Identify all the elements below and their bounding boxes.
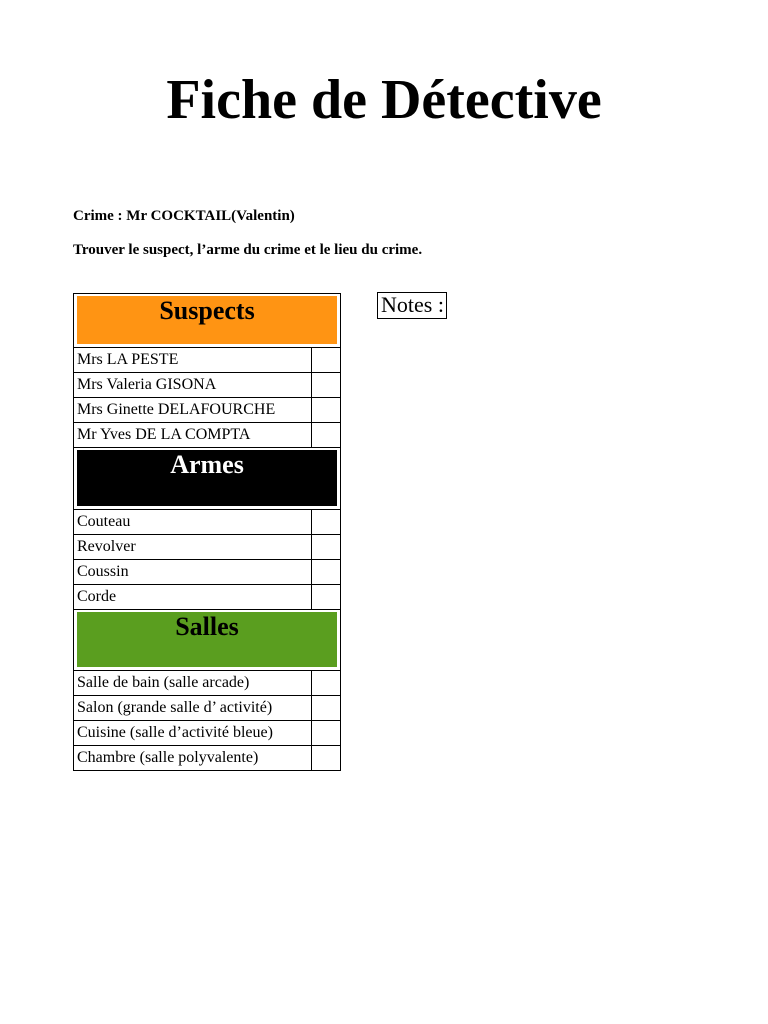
list-item [74,746,341,771]
section-header-salles: Salles [77,612,337,667]
check-box[interactable] [312,348,340,372]
notes-label: Notes : [377,292,447,319]
check-cell[interactable] [312,348,341,373]
room-label: Salon (grande salle d’ activité) [74,696,312,721]
check-box[interactable] [312,423,340,447]
crime-line: Crime : Mr COCKTAIL(Valentin) [73,208,295,224]
check-box[interactable] [312,398,340,422]
detective-sheet-table [73,293,341,771]
section-header-suspects: Suspects [77,296,337,344]
section-header-row-suspects [74,294,341,348]
check-cell[interactable] [312,560,341,585]
list-item [74,696,341,721]
check-box[interactable] [312,560,340,584]
suspect-label: Mrs Ginette DELAFOURCHE [74,398,312,423]
section-header-row-salles [74,610,341,671]
weapon-label: Revolver [74,535,312,560]
check-cell[interactable] [312,398,341,423]
list-item [74,721,341,746]
suspect-label: Mr Yves DE LA COMPTA [74,423,312,448]
check-cell[interactable] [312,535,341,560]
check-cell[interactable] [312,510,341,535]
check-box[interactable] [312,671,340,695]
suspect-label: Mrs LA PESTE [74,348,312,373]
check-box[interactable] [312,585,340,609]
room-label: Cuisine (salle d’activité bleue) [74,721,312,746]
weapon-label: Couteau [74,510,312,535]
list-item [74,423,341,448]
check-cell[interactable] [312,585,341,610]
weapon-label: Corde [74,585,312,610]
room-label: Salle de bain (salle arcade) [74,671,312,696]
check-cell[interactable] [312,423,341,448]
check-box[interactable] [312,510,340,534]
check-cell[interactable] [312,696,341,721]
section-header-row-armes [74,448,341,510]
list-item [74,671,341,696]
check-cell[interactable] [312,373,341,398]
suspect-label: Mrs Valeria GISONA [74,373,312,398]
check-box[interactable] [312,373,340,397]
check-box[interactable] [312,535,340,559]
list-item [74,510,341,535]
room-label: Chambre (salle polyvalente) [74,746,312,771]
list-item [74,348,341,373]
instruction-line: Trouver le suspect, l’arme du crime et le lieu du crime. [73,242,423,258]
section-header-armes: Armes [77,450,337,506]
list-item [74,373,341,398]
check-box[interactable] [312,696,340,720]
page-title: Fiche de Détective [166,69,602,131]
list-item [74,585,341,610]
check-cell[interactable] [312,671,341,696]
list-item [74,398,341,423]
check-cell[interactable] [312,746,341,771]
check-box[interactable] [312,746,340,770]
weapon-label: Coussin [74,560,312,585]
list-item [74,560,341,585]
check-cell[interactable] [312,721,341,746]
check-box[interactable] [312,721,340,745]
list-item [74,535,341,560]
